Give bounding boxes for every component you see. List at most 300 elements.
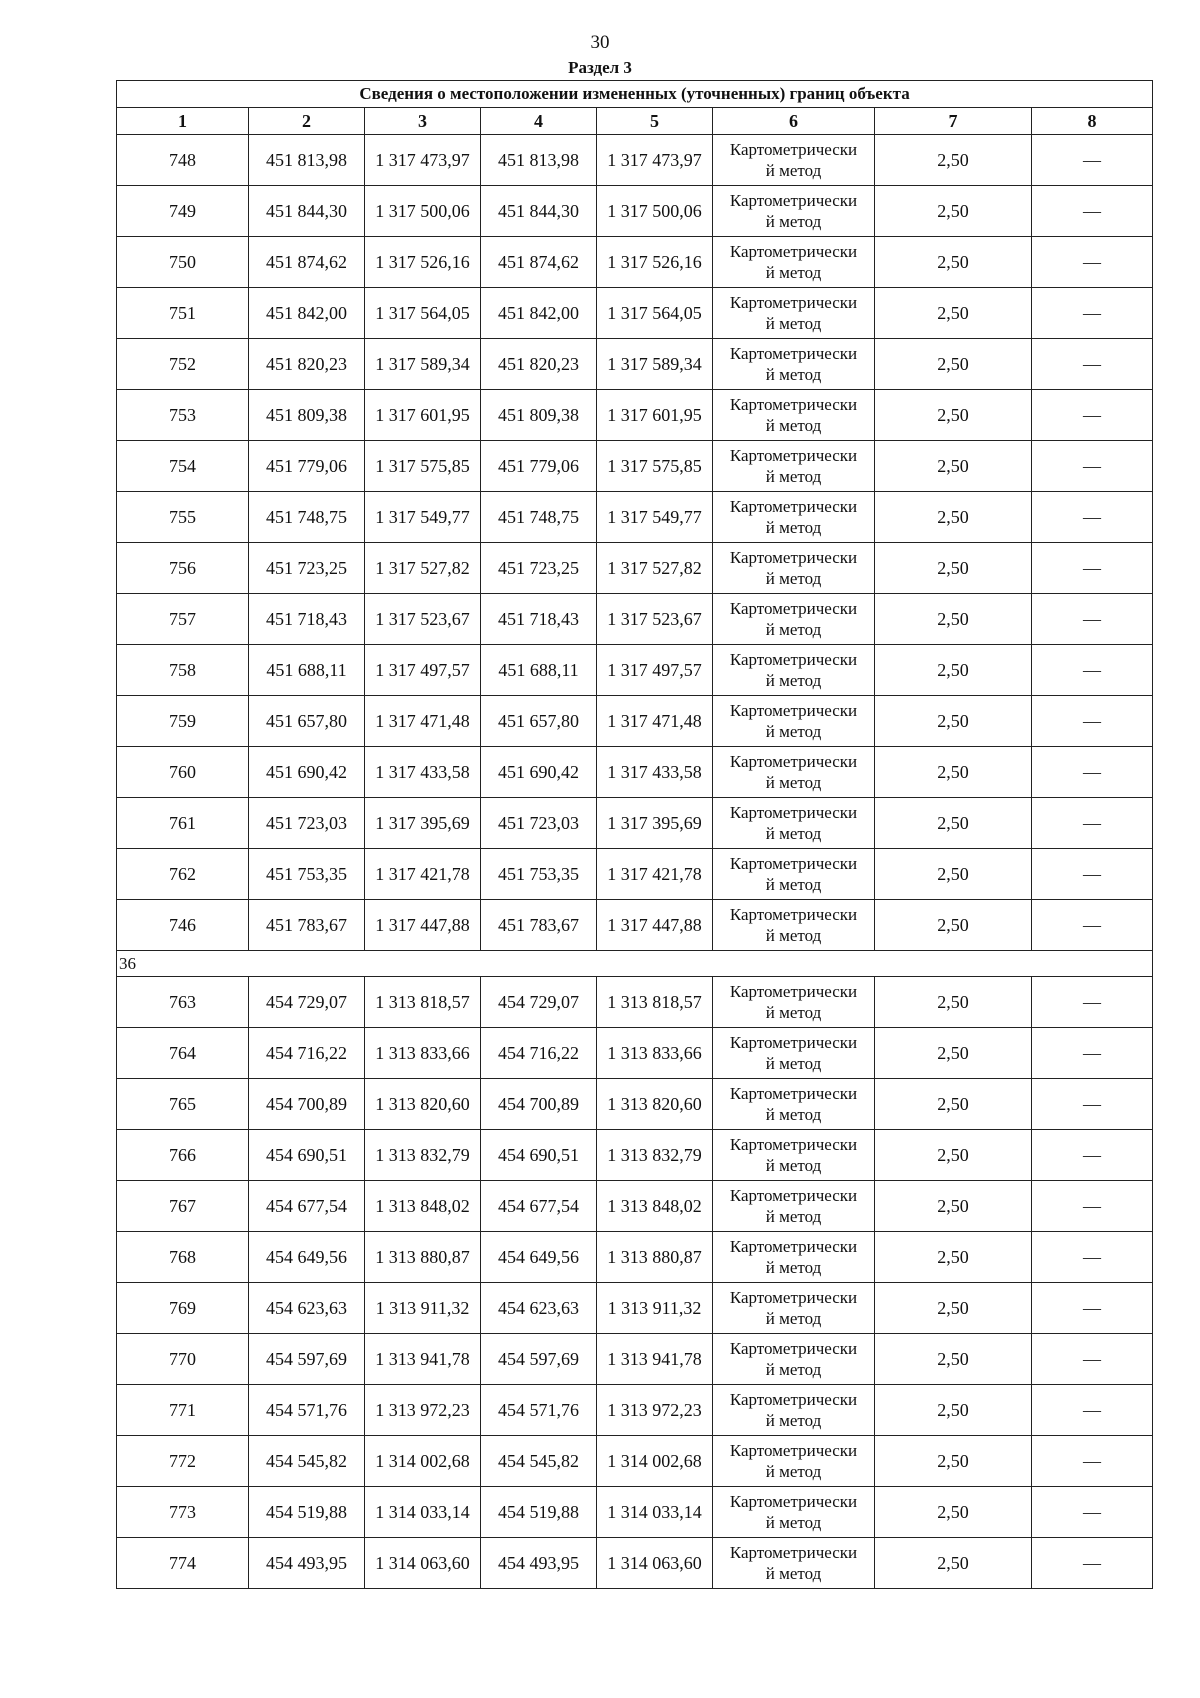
x-new-cell: 451 748,75 — [481, 492, 597, 543]
method-text: й метод — [765, 1156, 822, 1175]
method-text: Картометрически — [729, 191, 858, 210]
y-existing-cell: 1 313 941,78 — [365, 1334, 481, 1385]
method-text: Картометрически — [729, 1186, 858, 1205]
table-row — [117, 492, 1153, 543]
y-existing-cell: 1 313 848,02 — [365, 1181, 481, 1232]
y-existing-cell: 1 313 972,23 — [365, 1385, 481, 1436]
table-row — [117, 390, 1153, 441]
method-cell — [713, 1334, 875, 1385]
x-new-cell: 451 820,23 — [481, 339, 597, 390]
y-new-cell: 1 317 564,05 — [597, 288, 713, 339]
description-cell: — — [1032, 849, 1153, 900]
x-existing-cell: 454 690,51 — [249, 1130, 365, 1181]
description-cell: — — [1032, 977, 1153, 1028]
y-existing-cell: 1 317 575,85 — [365, 441, 481, 492]
group-label: 36 — [117, 951, 1153, 977]
method-text: й метод — [765, 314, 822, 333]
description-cell: — — [1032, 900, 1153, 951]
accuracy-cell: 2,50 — [875, 798, 1032, 849]
method-cell — [713, 339, 875, 390]
method-text: Картометрически — [729, 854, 858, 873]
y-new-cell: 1 317 549,77 — [597, 492, 713, 543]
table-caption: Сведения о местоположении измененных (уточненных) границ объекта — [117, 81, 1153, 108]
method-text: Картометрически — [729, 1543, 858, 1562]
method-text: й метод — [765, 875, 822, 894]
point-number-cell: 773 — [117, 1487, 249, 1538]
table-row — [117, 977, 1153, 1028]
y-new-cell: 1 317 433,58 — [597, 747, 713, 798]
y-new-cell: 1 317 589,34 — [597, 339, 713, 390]
x-new-cell: 451 723,25 — [481, 543, 597, 594]
x-existing-cell: 451 809,38 — [249, 390, 365, 441]
description-cell: — — [1032, 1385, 1153, 1436]
method-text: й метод — [765, 926, 822, 945]
method-text: й метод — [765, 365, 822, 384]
point-number-cell: 770 — [117, 1334, 249, 1385]
y-existing-cell: 1 317 433,58 — [365, 747, 481, 798]
method-cell — [713, 1283, 875, 1334]
method-text: Картометрически — [729, 1492, 858, 1511]
table-row — [117, 1334, 1153, 1385]
x-new-cell: 454 677,54 — [481, 1181, 597, 1232]
description-cell: — — [1032, 1334, 1153, 1385]
point-number-cell: 746 — [117, 900, 249, 951]
method-cell — [713, 594, 875, 645]
point-number-cell: 754 — [117, 441, 249, 492]
x-new-cell: 454 493,95 — [481, 1538, 597, 1589]
description-cell: — — [1032, 492, 1153, 543]
accuracy-cell: 2,50 — [875, 1487, 1032, 1538]
y-existing-cell: 1 313 911,32 — [365, 1283, 481, 1334]
method-text: Картометрически — [729, 650, 858, 669]
method-text: й метод — [765, 467, 822, 486]
point-number-cell: 763 — [117, 977, 249, 1028]
y-existing-cell: 1 317 526,16 — [365, 237, 481, 288]
y-new-cell: 1 313 820,60 — [597, 1079, 713, 1130]
table-row — [117, 135, 1153, 186]
method-text: Картометрически — [729, 701, 858, 720]
y-new-cell: 1 313 911,32 — [597, 1283, 713, 1334]
y-existing-cell: 1 314 063,60 — [365, 1538, 481, 1589]
method-text: Картометрически — [729, 1135, 858, 1154]
accuracy-cell: 2,50 — [875, 543, 1032, 594]
method-text: й метод — [765, 161, 822, 180]
point-number-cell: 758 — [117, 645, 249, 696]
point-number-cell: 764 — [117, 1028, 249, 1079]
method-text: й метод — [765, 212, 822, 231]
y-existing-cell: 1 313 820,60 — [365, 1079, 481, 1130]
x-existing-cell: 451 779,06 — [249, 441, 365, 492]
method-cell — [713, 1436, 875, 1487]
table-row — [117, 1079, 1153, 1130]
x-new-cell: 454 649,56 — [481, 1232, 597, 1283]
accuracy-cell: 2,50 — [875, 645, 1032, 696]
x-existing-cell: 451 657,80 — [249, 696, 365, 747]
y-existing-cell: 1 317 473,97 — [365, 135, 481, 186]
x-new-cell: 454 519,88 — [481, 1487, 597, 1538]
method-text: й метод — [765, 1360, 822, 1379]
accuracy-cell: 2,50 — [875, 1334, 1032, 1385]
point-number-cell: 753 — [117, 390, 249, 441]
x-existing-cell: 454 677,54 — [249, 1181, 365, 1232]
method-text: Картометрически — [729, 752, 858, 771]
y-existing-cell: 1 313 818,57 — [365, 977, 481, 1028]
accuracy-cell: 2,50 — [875, 900, 1032, 951]
method-text: й метод — [765, 671, 822, 690]
description-cell: — — [1032, 1232, 1153, 1283]
description-cell: — — [1032, 237, 1153, 288]
description-cell: — — [1032, 1538, 1153, 1589]
method-text: й метод — [765, 1258, 822, 1277]
method-text: Картометрически — [729, 1339, 858, 1358]
x-new-cell: 451 779,06 — [481, 441, 597, 492]
point-number-cell: 768 — [117, 1232, 249, 1283]
y-existing-cell: 1 314 033,14 — [365, 1487, 481, 1538]
point-number-cell: 767 — [117, 1181, 249, 1232]
page-number: 30 — [590, 32, 610, 53]
method-text: Картометрически — [729, 446, 858, 465]
accuracy-cell: 2,50 — [875, 696, 1032, 747]
point-number-cell: 761 — [117, 798, 249, 849]
method-text: й метод — [765, 416, 822, 435]
x-existing-cell: 451 874,62 — [249, 237, 365, 288]
y-existing-cell: 1 317 589,34 — [365, 339, 481, 390]
method-text: Картометрически — [729, 905, 858, 924]
y-new-cell: 1 317 421,78 — [597, 849, 713, 900]
description-cell: — — [1032, 1181, 1153, 1232]
point-number-cell: 765 — [117, 1079, 249, 1130]
y-new-cell: 1 314 063,60 — [597, 1538, 713, 1589]
y-new-cell: 1 317 471,48 — [597, 696, 713, 747]
x-existing-cell: 454 597,69 — [249, 1334, 365, 1385]
point-number-cell: 769 — [117, 1283, 249, 1334]
method-cell — [713, 441, 875, 492]
x-existing-cell: 451 748,75 — [249, 492, 365, 543]
y-new-cell: 1 313 818,57 — [597, 977, 713, 1028]
x-existing-cell: 451 753,35 — [249, 849, 365, 900]
description-cell: — — [1032, 1487, 1153, 1538]
x-existing-cell: 454 729,07 — [249, 977, 365, 1028]
method-text: й метод — [765, 1411, 822, 1430]
table-row — [117, 798, 1153, 849]
method-text: й метод — [765, 263, 822, 282]
x-existing-cell: 451 723,03 — [249, 798, 365, 849]
description-cell: — — [1032, 645, 1153, 696]
table-row — [117, 747, 1153, 798]
x-new-cell: 451 874,62 — [481, 237, 597, 288]
column-number: 1 — [117, 108, 249, 135]
x-existing-cell: 451 842,00 — [249, 288, 365, 339]
x-new-cell: 454 700,89 — [481, 1079, 597, 1130]
method-text: й метод — [765, 722, 822, 741]
description-cell: — — [1032, 543, 1153, 594]
description-cell: — — [1032, 1130, 1153, 1181]
method-text: Картометрически — [729, 982, 858, 1001]
x-new-cell: 451 844,30 — [481, 186, 597, 237]
accuracy-cell: 2,50 — [875, 186, 1032, 237]
method-text: й метод — [765, 1003, 822, 1022]
x-existing-cell: 451 688,11 — [249, 645, 365, 696]
method-cell — [713, 288, 875, 339]
accuracy-cell: 2,50 — [875, 1028, 1032, 1079]
method-cell — [713, 977, 875, 1028]
x-new-cell: 454 545,82 — [481, 1436, 597, 1487]
table-row — [117, 543, 1153, 594]
point-number-cell: 766 — [117, 1130, 249, 1181]
method-text: Картометрически — [729, 1288, 858, 1307]
method-text: Картометрически — [729, 140, 858, 159]
method-text: й метод — [765, 824, 822, 843]
method-text: Картометрически — [729, 497, 858, 516]
x-existing-cell: 454 649,56 — [249, 1232, 365, 1283]
x-existing-cell: 451 820,23 — [249, 339, 365, 390]
y-new-cell: 1 313 833,66 — [597, 1028, 713, 1079]
table-row — [117, 1028, 1153, 1079]
method-cell — [713, 1130, 875, 1181]
accuracy-cell: 2,50 — [875, 849, 1032, 900]
x-new-cell: 451 657,80 — [481, 696, 597, 747]
x-new-cell: 451 809,38 — [481, 390, 597, 441]
method-text: Картометрически — [729, 599, 858, 618]
x-new-cell: 451 723,03 — [481, 798, 597, 849]
table-row — [117, 1487, 1153, 1538]
point-number-cell: 751 — [117, 288, 249, 339]
y-existing-cell: 1 317 447,88 — [365, 900, 481, 951]
method-text: й метод — [765, 1462, 822, 1481]
table-row — [117, 288, 1153, 339]
y-new-cell: 1 313 848,02 — [597, 1181, 713, 1232]
method-text: Картометрически — [729, 1033, 858, 1052]
column-number: 6 — [713, 108, 875, 135]
y-new-cell: 1 317 575,85 — [597, 441, 713, 492]
point-number-cell: 774 — [117, 1538, 249, 1589]
y-existing-cell: 1 313 833,66 — [365, 1028, 481, 1079]
accuracy-cell: 2,50 — [875, 977, 1032, 1028]
y-new-cell: 1 317 497,57 — [597, 645, 713, 696]
table-row — [117, 1181, 1153, 1232]
method-cell — [713, 696, 875, 747]
method-cell — [713, 1079, 875, 1130]
column-number: 3 — [365, 108, 481, 135]
x-new-cell: 454 571,76 — [481, 1385, 597, 1436]
table-row — [117, 1130, 1153, 1181]
method-text: Картометрически — [729, 242, 858, 261]
x-new-cell: 454 623,63 — [481, 1283, 597, 1334]
method-text: Картометрически — [729, 1237, 858, 1256]
y-new-cell: 1 317 395,69 — [597, 798, 713, 849]
y-existing-cell: 1 317 500,06 — [365, 186, 481, 237]
method-cell — [713, 390, 875, 441]
x-new-cell: 451 753,35 — [481, 849, 597, 900]
y-new-cell: 1 317 447,88 — [597, 900, 713, 951]
y-existing-cell: 1 317 497,57 — [365, 645, 481, 696]
accuracy-cell: 2,50 — [875, 237, 1032, 288]
x-existing-cell: 451 813,98 — [249, 135, 365, 186]
method-cell — [713, 645, 875, 696]
method-text: й метод — [765, 1105, 822, 1124]
method-text: Картометрически — [729, 344, 858, 363]
method-text: й метод — [765, 1207, 822, 1226]
point-number-cell: 755 — [117, 492, 249, 543]
method-text: Картометрически — [729, 1390, 858, 1409]
accuracy-cell: 2,50 — [875, 1283, 1032, 1334]
method-cell — [713, 798, 875, 849]
x-existing-cell: 454 716,22 — [249, 1028, 365, 1079]
method-text: Картометрически — [729, 395, 858, 414]
x-existing-cell: 454 700,89 — [249, 1079, 365, 1130]
accuracy-cell: 2,50 — [875, 441, 1032, 492]
accuracy-cell: 2,50 — [875, 135, 1032, 186]
y-new-cell: 1 314 002,68 — [597, 1436, 713, 1487]
y-existing-cell: 1 317 564,05 — [365, 288, 481, 339]
x-new-cell: 451 688,11 — [481, 645, 597, 696]
y-existing-cell: 1 317 395,69 — [365, 798, 481, 849]
point-number-cell: 750 — [117, 237, 249, 288]
table-row — [117, 1283, 1153, 1334]
method-text: Картометрически — [729, 1084, 858, 1103]
table-row — [117, 339, 1153, 390]
table-row — [117, 1232, 1153, 1283]
description-cell: — — [1032, 186, 1153, 237]
column-number: 7 — [875, 108, 1032, 135]
description-cell: — — [1032, 594, 1153, 645]
method-cell — [713, 492, 875, 543]
method-text: й метод — [765, 1054, 822, 1073]
point-number-cell: 771 — [117, 1385, 249, 1436]
point-number-cell: 749 — [117, 186, 249, 237]
y-new-cell: 1 317 523,67 — [597, 594, 713, 645]
x-existing-cell: 451 844,30 — [249, 186, 365, 237]
x-new-cell: 454 597,69 — [481, 1334, 597, 1385]
x-new-cell: 454 716,22 — [481, 1028, 597, 1079]
description-cell: — — [1032, 1079, 1153, 1130]
accuracy-cell: 2,50 — [875, 1436, 1032, 1487]
point-number-cell: 752 — [117, 339, 249, 390]
method-cell — [713, 747, 875, 798]
table-row — [117, 696, 1153, 747]
column-number: 8 — [1032, 108, 1153, 135]
method-cell — [713, 1181, 875, 1232]
table-row — [117, 1538, 1153, 1589]
table-row — [117, 1385, 1153, 1436]
method-text: й метод — [765, 518, 822, 537]
method-text: й метод — [765, 620, 822, 639]
x-existing-cell: 451 783,67 — [249, 900, 365, 951]
description-cell: — — [1032, 1283, 1153, 1334]
x-new-cell: 451 783,67 — [481, 900, 597, 951]
method-cell — [713, 1538, 875, 1589]
accuracy-cell: 2,50 — [875, 1232, 1032, 1283]
x-new-cell: 451 813,98 — [481, 135, 597, 186]
table-row — [117, 594, 1153, 645]
point-number-cell: 757 — [117, 594, 249, 645]
method-text: Картометрически — [729, 803, 858, 822]
y-existing-cell: 1 317 527,82 — [365, 543, 481, 594]
x-existing-cell: 451 690,42 — [249, 747, 365, 798]
point-number-cell: 756 — [117, 543, 249, 594]
description-cell: — — [1032, 390, 1153, 441]
method-text: й метод — [765, 569, 822, 588]
y-existing-cell: 1 317 601,95 — [365, 390, 481, 441]
method-cell — [713, 849, 875, 900]
accuracy-cell: 2,50 — [875, 1538, 1032, 1589]
y-new-cell: 1 317 526,16 — [597, 237, 713, 288]
y-existing-cell: 1 317 471,48 — [365, 696, 481, 747]
y-new-cell: 1 317 527,82 — [597, 543, 713, 594]
table-body — [117, 135, 1153, 1589]
description-cell: — — [1032, 339, 1153, 390]
column-number: 2 — [249, 108, 365, 135]
method-cell — [713, 1028, 875, 1079]
x-new-cell: 454 690,51 — [481, 1130, 597, 1181]
method-cell — [713, 186, 875, 237]
point-number-cell: 760 — [117, 747, 249, 798]
section-title: Раздел 3 — [568, 58, 632, 77]
x-existing-cell: 454 623,63 — [249, 1283, 365, 1334]
y-new-cell: 1 313 941,78 — [597, 1334, 713, 1385]
y-new-cell: 1 313 880,87 — [597, 1232, 713, 1283]
x-new-cell: 451 718,43 — [481, 594, 597, 645]
y-existing-cell: 1 313 832,79 — [365, 1130, 481, 1181]
y-new-cell: 1 317 601,95 — [597, 390, 713, 441]
y-existing-cell: 1 317 523,67 — [365, 594, 481, 645]
description-cell: — — [1032, 135, 1153, 186]
method-text: й метод — [765, 773, 822, 792]
x-existing-cell: 451 718,43 — [249, 594, 365, 645]
group-row — [117, 951, 1153, 977]
description-cell: — — [1032, 798, 1153, 849]
method-text: й метод — [765, 1564, 822, 1583]
description-cell: — — [1032, 696, 1153, 747]
table-row — [117, 186, 1153, 237]
y-new-cell: 1 317 500,06 — [597, 186, 713, 237]
accuracy-cell: 2,50 — [875, 288, 1032, 339]
x-existing-cell: 451 723,25 — [249, 543, 365, 594]
y-new-cell: 1 313 972,23 — [597, 1385, 713, 1436]
table-row — [117, 849, 1153, 900]
boundary-coordinates-table — [116, 80, 1153, 1589]
description-cell: — — [1032, 747, 1153, 798]
method-cell — [713, 1487, 875, 1538]
y-new-cell: 1 313 832,79 — [597, 1130, 713, 1181]
description-cell: — — [1032, 1028, 1153, 1079]
y-existing-cell: 1 317 549,77 — [365, 492, 481, 543]
column-number: 5 — [597, 108, 713, 135]
method-text: Картометрически — [729, 293, 858, 312]
accuracy-cell: 2,50 — [875, 594, 1032, 645]
accuracy-cell: 2,50 — [875, 1130, 1032, 1181]
y-existing-cell: 1 317 421,78 — [365, 849, 481, 900]
x-new-cell: 454 729,07 — [481, 977, 597, 1028]
table-row — [117, 237, 1153, 288]
table-row — [117, 645, 1153, 696]
x-existing-cell: 454 571,76 — [249, 1385, 365, 1436]
point-number-cell: 748 — [117, 135, 249, 186]
method-cell — [713, 1385, 875, 1436]
table-row — [117, 1436, 1153, 1487]
method-cell — [713, 900, 875, 951]
method-text: й метод — [765, 1513, 822, 1532]
method-text: Картометрически — [729, 548, 858, 567]
method-text: Картометрически — [729, 1441, 858, 1460]
description-cell: — — [1032, 1436, 1153, 1487]
accuracy-cell: 2,50 — [875, 1385, 1032, 1436]
method-cell — [713, 135, 875, 186]
accuracy-cell: 2,50 — [875, 1079, 1032, 1130]
x-new-cell: 451 842,00 — [481, 288, 597, 339]
y-existing-cell: 1 314 002,68 — [365, 1436, 481, 1487]
method-text: й метод — [765, 1309, 822, 1328]
